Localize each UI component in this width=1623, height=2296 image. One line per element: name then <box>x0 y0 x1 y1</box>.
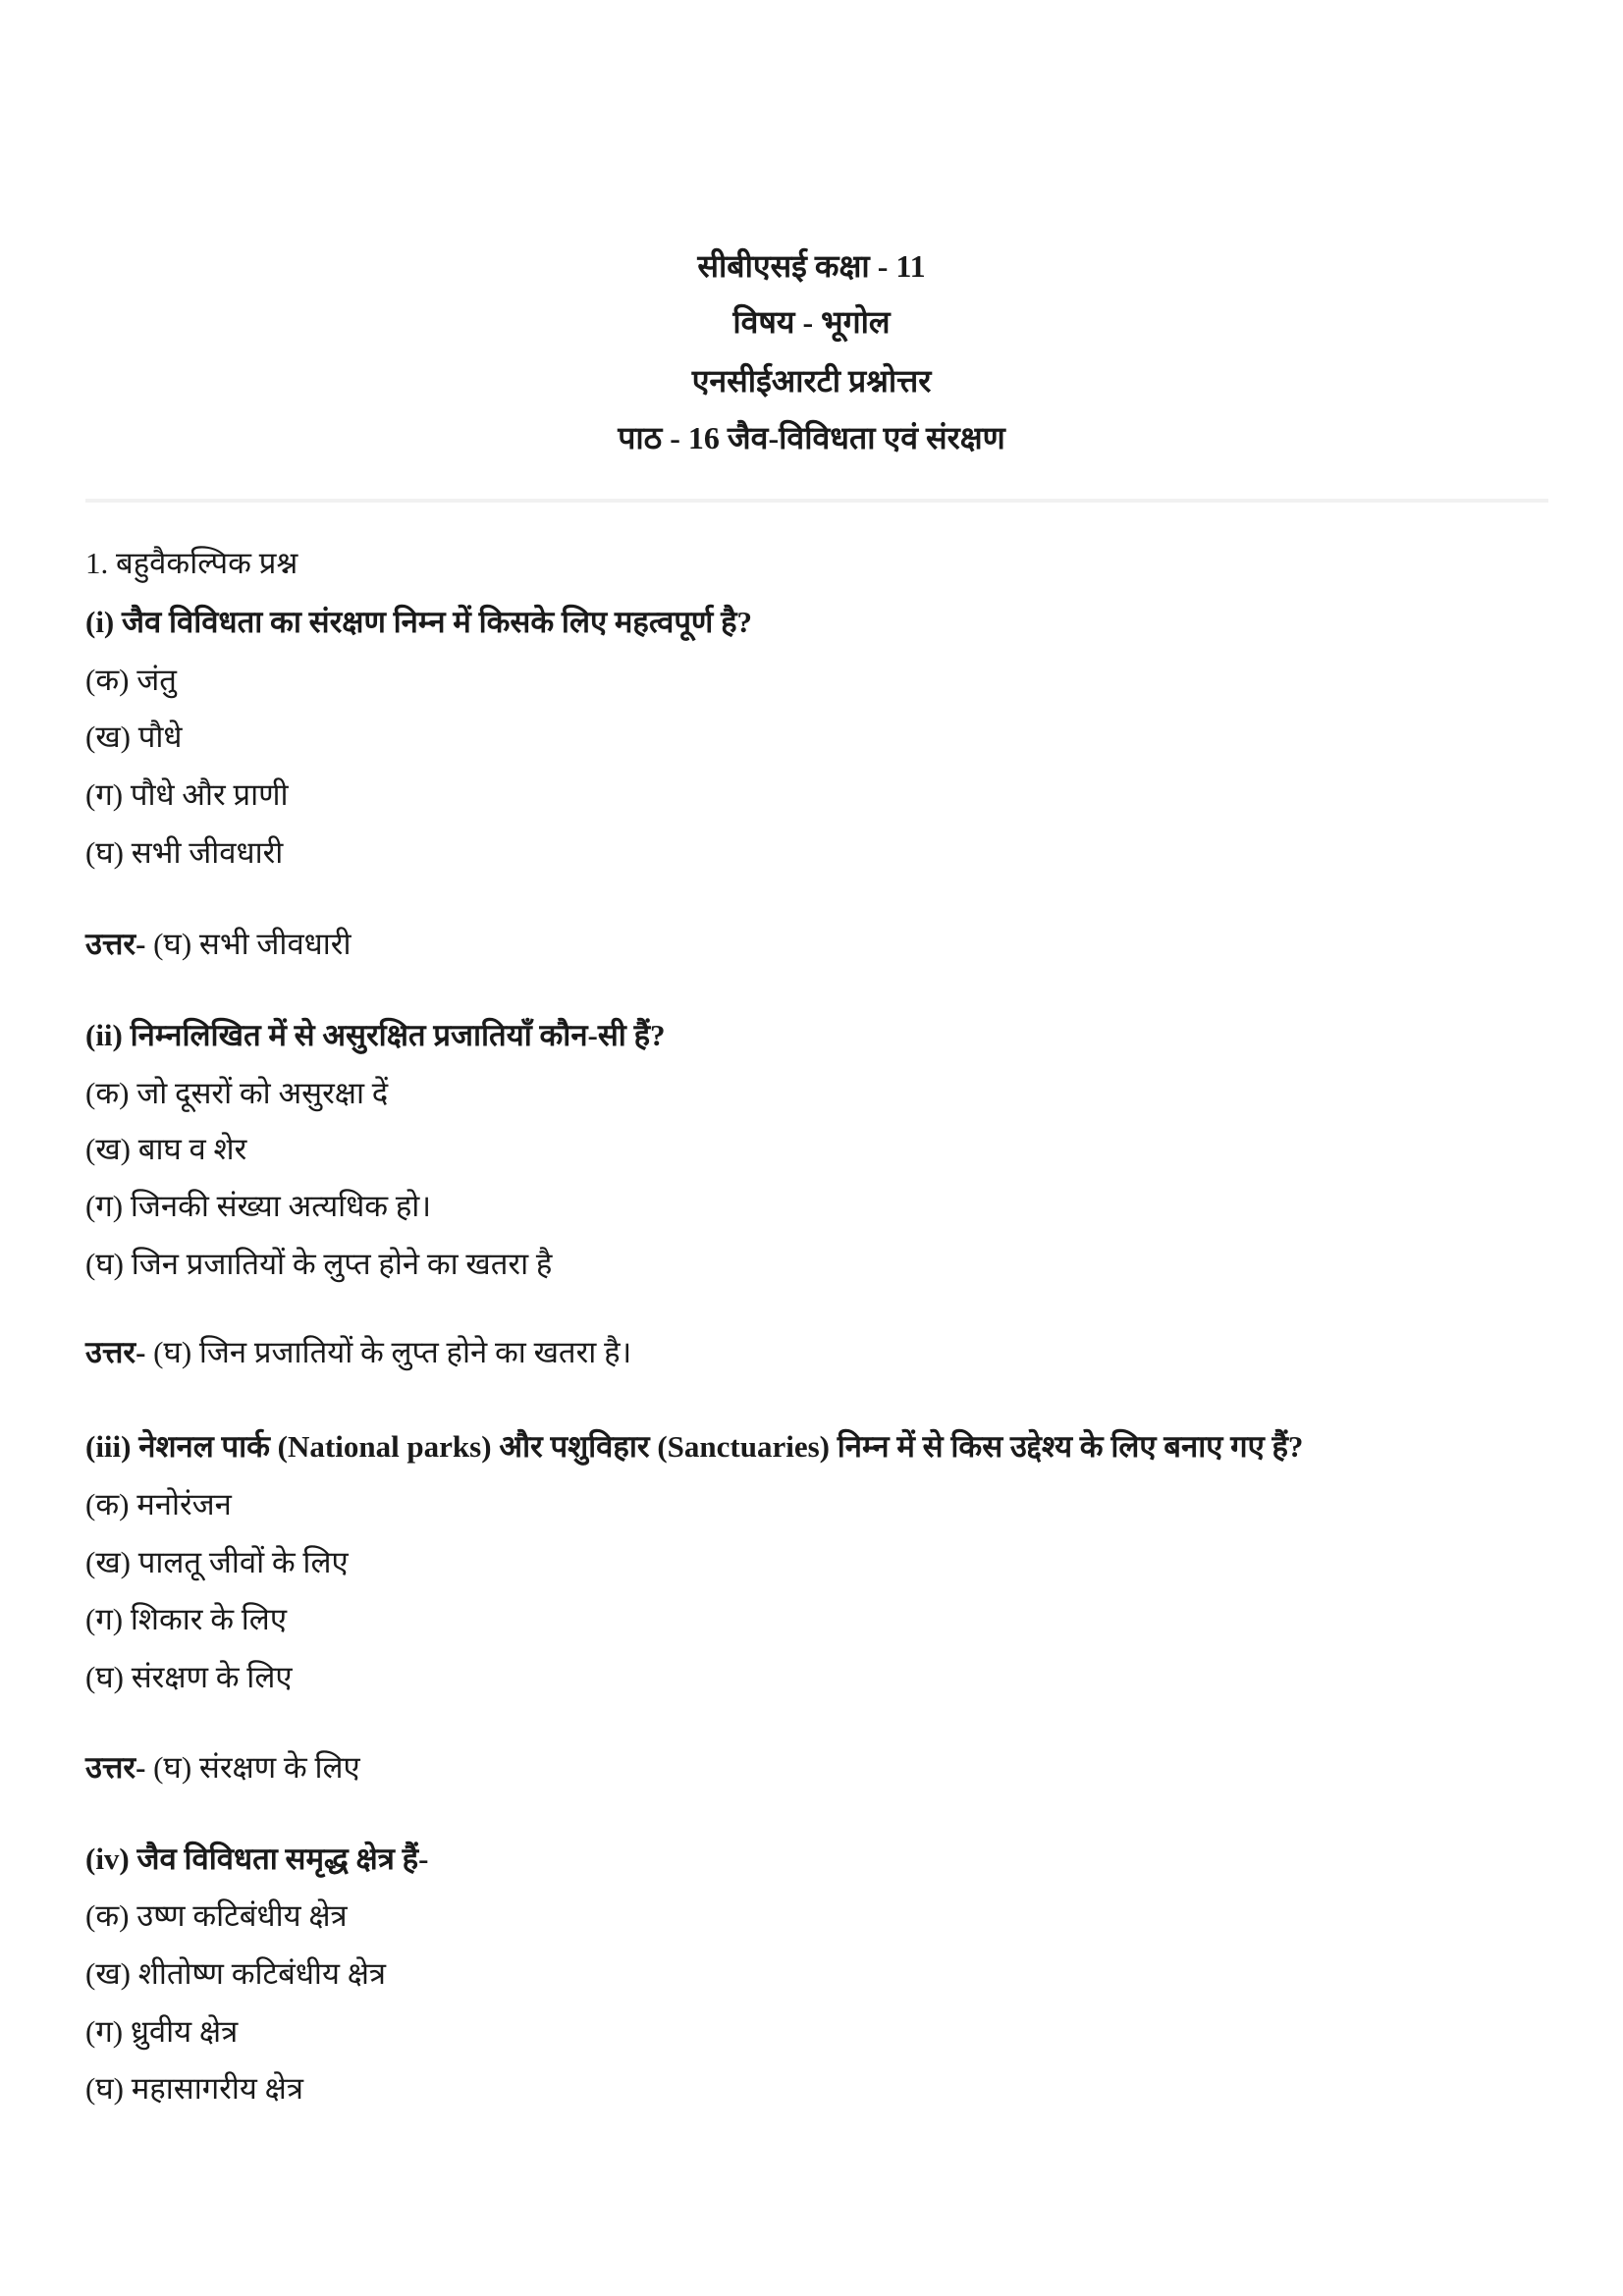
question-1: (i) जैव विविधता का संरक्षण निम्न में किसके लिए महत्वपूर्ण है? <box>85 605 753 639</box>
answer-label: उत्तर- <box>85 1750 146 1785</box>
chapter-heading: पाठ - 16 जैव-विविधता एवं संरक्षण <box>618 420 1005 455</box>
question-3: (iii) नेशनल पार्क (National parks) और पशुविहार (Sanctuaries) निम्न में से किस उद्देश्य के लिए बनाए गए हैं? <box>85 1429 1304 1464</box>
doc-type-heading: एनसीईआरटी प्रश्नोत्तर <box>691 363 932 399</box>
option: (घ) जिन प्रजातियों के लुप्त होने का खतरा है <box>85 1247 553 1281</box>
subject-heading: विषय - भूगोल <box>732 304 891 340</box>
option: (क) जंतु <box>85 663 177 697</box>
option: (क) उष्ण कटिबंधीय क्षेत्र <box>85 1898 348 1933</box>
option: (घ) महासागरीय क्षेत्र <box>85 2071 303 2106</box>
option: (ग) पौधे और प्राणी <box>85 777 289 812</box>
class-heading: सीबीएसई कक्षा - 11 <box>697 248 926 284</box>
answer-text: (घ) सभी जीवधारी <box>153 927 352 961</box>
option: (ग) शिकार के लिए <box>85 1602 287 1636</box>
answer-text: (घ) जिन प्रजातियों के लुप्त होने का खतरा है। <box>153 1335 632 1369</box>
question-4: (iv) जैव विविधता समृद्ध क्षेत्र हैं- <box>85 1842 429 1876</box>
option: (ग) जिनकी संख्या अत्यधिक हो। <box>85 1189 432 1223</box>
question-2: (ii) निम्नलिखित में से असुरक्षित प्रजातियाँ कौन-सी हैं? <box>85 1018 666 1052</box>
answer-label: उत्तर- <box>85 927 146 961</box>
option: (घ) संरक्षण के लिए <box>85 1660 293 1694</box>
answer-label: उत्तर- <box>85 1335 146 1369</box>
option: (ख) पौधे <box>85 720 183 754</box>
answer-3 <box>85 1748 360 1788</box>
option: (ख) बाघ व शेर <box>85 1132 247 1166</box>
option: (क) जो दूसरों को असुरक्षा दें <box>85 1076 389 1110</box>
answer-2 <box>85 1333 631 1372</box>
section-title: 1. बहुवैकल्पिक प्रश्न <box>85 546 298 580</box>
option: (घ) सभी जीवधारी <box>85 835 284 870</box>
option: (ग) ध्रुवीय क्षेत्र <box>85 2014 239 2049</box>
option: (ख) पालतू जीवों के लिए <box>85 1545 349 1579</box>
option: (ख) शीतोष्ण कटिबंधीय क्षेत्र <box>85 1956 387 1991</box>
divider <box>85 499 1548 503</box>
answer-1 <box>85 925 352 964</box>
answer-text: (घ) संरक्षण के लिए <box>153 1750 360 1785</box>
option: (क) मनोरंजन <box>85 1487 232 1522</box>
